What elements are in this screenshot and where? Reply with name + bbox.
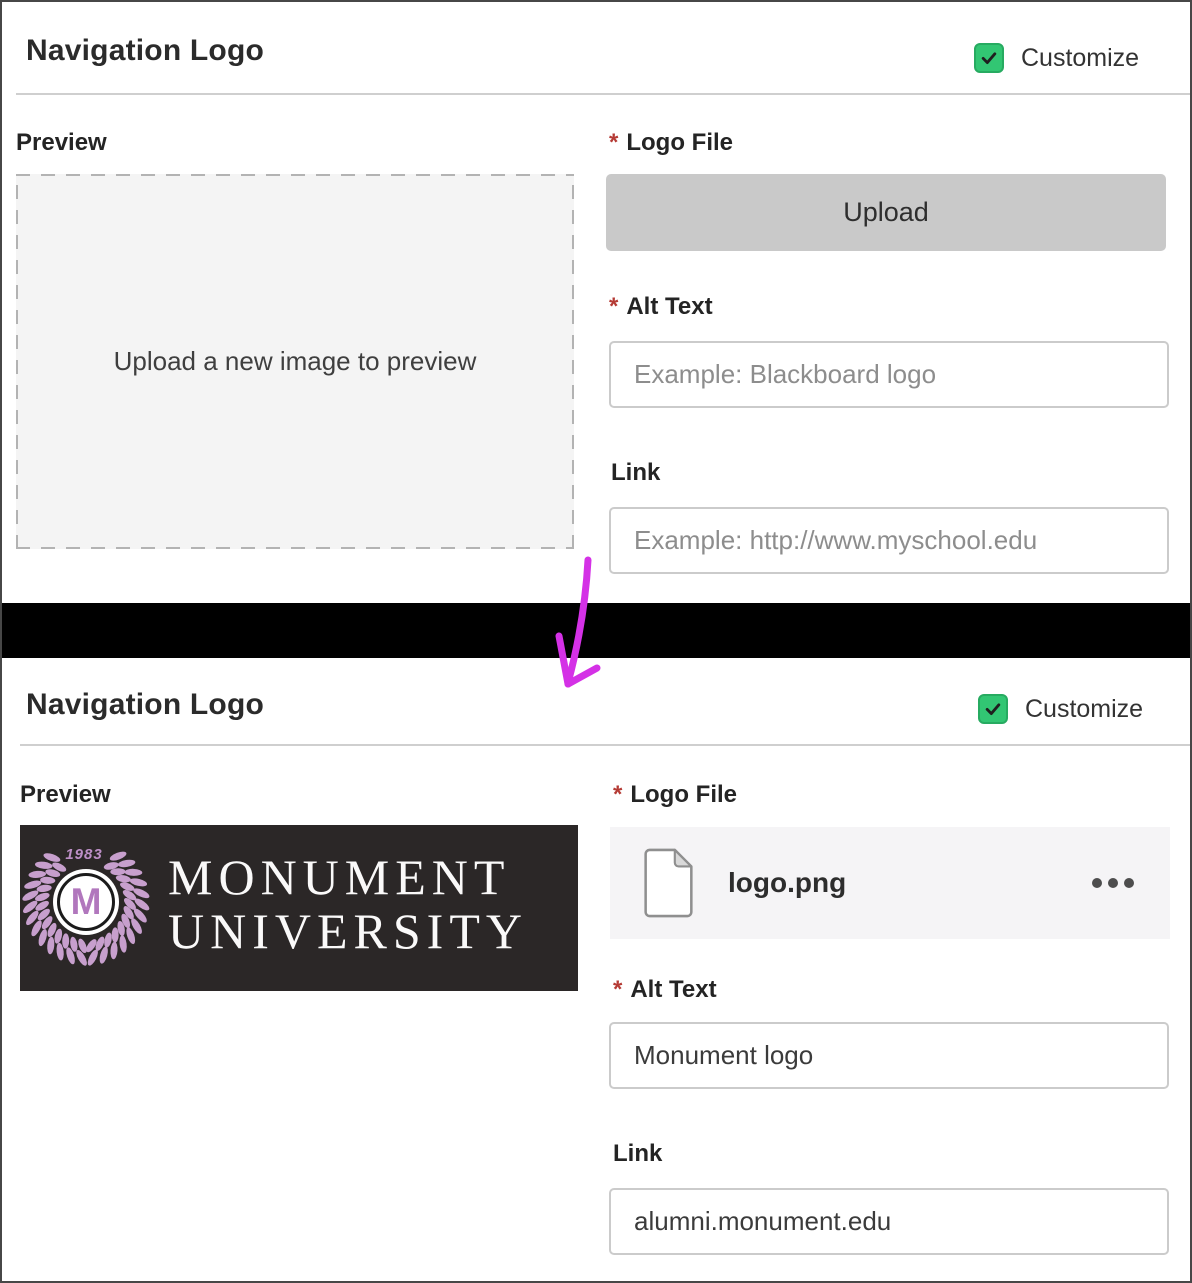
uploaded-file-row bbox=[610, 827, 1170, 939]
upload-button[interactable]: Upload bbox=[606, 174, 1166, 251]
preview-dropzone bbox=[16, 174, 574, 549]
link-label: Link bbox=[613, 1140, 663, 1167]
alt-text-input[interactable] bbox=[609, 1022, 1169, 1089]
header-divider bbox=[16, 93, 1190, 95]
link-input[interactable] bbox=[609, 507, 1169, 574]
ellipsis-icon bbox=[1092, 878, 1102, 888]
logo-year: 1983 bbox=[65, 846, 103, 863]
alt-text-input[interactable] bbox=[609, 341, 1169, 408]
required-asterisk: * bbox=[613, 781, 623, 808]
separator-bar bbox=[2, 603, 1190, 658]
file-name: logo.png bbox=[728, 867, 847, 898]
logo-file-label: * Logo File bbox=[609, 129, 733, 156]
customize-toggle[interactable] bbox=[978, 694, 1143, 724]
ellipsis-icon bbox=[1108, 878, 1118, 888]
customize-label: Customize bbox=[1025, 694, 1144, 723]
logo-monogram-badge bbox=[57, 873, 115, 931]
checkbox-checked-icon[interactable] bbox=[978, 694, 1008, 724]
page-title: Navigation Logo bbox=[26, 34, 264, 67]
page-title: Navigation Logo bbox=[26, 688, 264, 721]
required-asterisk: * bbox=[609, 293, 619, 320]
checkbox-checked-icon[interactable] bbox=[974, 43, 1004, 73]
panel-after-upload bbox=[2, 658, 1190, 1283]
required-asterisk: * bbox=[613, 976, 623, 1003]
preview-label: Preview bbox=[16, 129, 107, 156]
alt-text-label: * Alt Text bbox=[609, 293, 713, 320]
panel-before-upload bbox=[2, 2, 1190, 603]
checkmark-icon bbox=[979, 48, 999, 68]
checkmark-icon bbox=[983, 699, 1003, 719]
header-divider bbox=[20, 744, 1190, 746]
logo-name-line2: UNIVERSITY bbox=[168, 903, 528, 959]
logo-monogram: M bbox=[70, 881, 102, 922]
customize-toggle[interactable] bbox=[974, 43, 1139, 73]
link-label: Link bbox=[611, 459, 661, 486]
file-icon bbox=[640, 848, 696, 918]
preview-empty-text: Upload a new image to preview bbox=[113, 346, 477, 376]
logo-file-label: * Logo File bbox=[613, 781, 737, 808]
customize-label: Customize bbox=[1021, 43, 1140, 72]
file-options-button[interactable] bbox=[1082, 868, 1144, 898]
preview-label: Preview bbox=[20, 781, 111, 808]
logo-name-line1: MONUMENT bbox=[168, 849, 511, 905]
ellipsis-icon bbox=[1124, 878, 1134, 888]
alt-text-label: * Alt Text bbox=[613, 976, 717, 1003]
link-input[interactable] bbox=[609, 1188, 1169, 1255]
required-asterisk: * bbox=[609, 129, 619, 156]
logo-preview-image bbox=[20, 825, 578, 991]
logo-university-name bbox=[168, 850, 572, 958]
